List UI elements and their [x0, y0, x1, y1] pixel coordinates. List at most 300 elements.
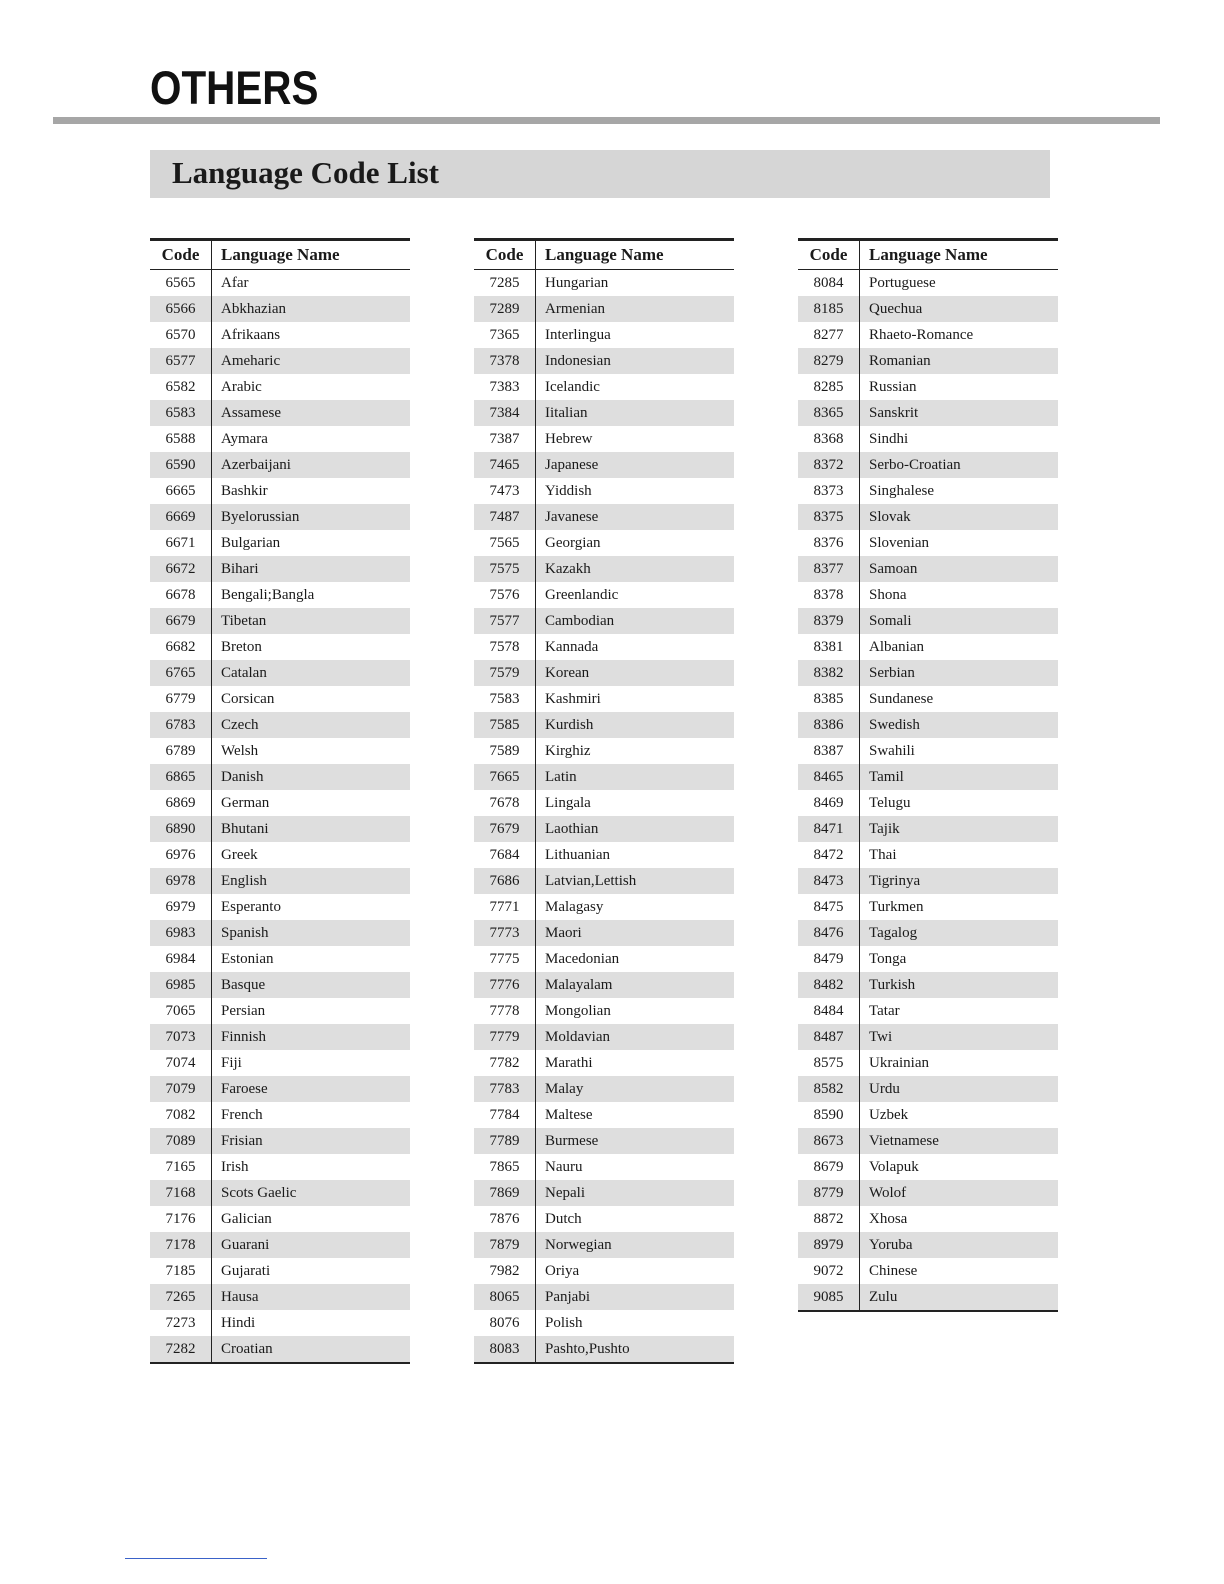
language-name-cell: Kirghiz	[545, 742, 591, 759]
table-row	[150, 1128, 410, 1154]
language-name-cell: Persian	[221, 1002, 266, 1019]
language-code-cell: 7678	[474, 790, 536, 816]
language-code-cell: 7784	[474, 1102, 536, 1128]
language-name-cell: Bengali;Bangla	[221, 586, 315, 603]
language-name-cell: Sundanese	[869, 690, 934, 707]
language-name-cell: Vietnamese	[860, 1128, 1059, 1154]
language-name-cell: Serbian	[860, 660, 1059, 686]
language-code-cell: 7775	[474, 946, 536, 972]
table-row	[150, 712, 410, 738]
language-code-cell: 7879	[474, 1232, 536, 1258]
language-name-cell: Welsh	[221, 742, 259, 759]
table-row	[474, 764, 734, 790]
language-name-cell: Russian	[869, 378, 917, 395]
table-row	[474, 712, 734, 738]
language-name-cell: Malagasy	[545, 898, 604, 915]
language-name-cell: Esperanto	[221, 898, 281, 915]
language-code-cell: 7778	[474, 998, 536, 1024]
language-name-cell: Swedish	[860, 712, 1059, 738]
language-name-cell: Kannada	[545, 638, 599, 655]
language-name-cell: Azerbaijani	[212, 452, 411, 478]
language-code-cell: 8277	[798, 322, 860, 348]
language-code-cell: 8076	[474, 1310, 536, 1336]
language-code-cell: 6577	[150, 348, 212, 374]
language-code-cell: 8377	[798, 556, 860, 582]
language-name-cell: Japanese	[536, 452, 735, 478]
table-row	[474, 920, 734, 946]
language-name-cell: Irish	[221, 1158, 249, 1175]
language-code-cell: 7365	[474, 322, 536, 348]
table-row	[798, 738, 1058, 764]
table-row	[474, 686, 734, 712]
language-code-cell: 7869	[474, 1180, 536, 1206]
table-row	[150, 1284, 410, 1310]
language-code-cell: 6590	[150, 452, 212, 478]
table-row	[150, 738, 410, 764]
language-code-cell: 8679	[798, 1154, 860, 1180]
language-code-cell: 7384	[474, 400, 536, 426]
language-name-cell: Interlingua	[545, 326, 611, 343]
language-name-cell: Arabic	[221, 378, 262, 395]
language-code-cell: 7789	[474, 1128, 536, 1154]
language-name-cell: Maltese	[545, 1106, 593, 1123]
language-name-cell: Rhaeto-Romance	[869, 326, 974, 343]
table-row	[150, 946, 410, 972]
language-code-cell: 7783	[474, 1076, 536, 1102]
language-name-cell: Bulgarian	[221, 534, 281, 551]
table-row	[798, 946, 1058, 972]
language-name-cell: Singhalese	[869, 482, 934, 499]
table-row	[798, 1206, 1058, 1232]
language-code-cell: 7686	[474, 868, 536, 894]
language-code-cell: 7065	[150, 998, 212, 1024]
language-code-cell: 6984	[150, 946, 212, 972]
table-row	[798, 686, 1058, 712]
column-header-language-name: Language Name	[536, 240, 735, 270]
language-name-cell: English	[212, 868, 411, 894]
table-row	[798, 1258, 1058, 1284]
table-row	[474, 1310, 734, 1336]
language-code-cell: 6583	[150, 400, 212, 426]
table-row	[150, 1258, 410, 1284]
table-row	[798, 556, 1058, 582]
language-code-cell: 8475	[798, 894, 860, 920]
language-name-cell: Gujarati	[221, 1262, 271, 1279]
language-name-cell: Hindi	[221, 1314, 256, 1331]
language-code-cell: 7487	[474, 504, 536, 530]
table-row	[150, 530, 410, 556]
language-code-cell: 7876	[474, 1206, 536, 1232]
table-row	[798, 348, 1058, 374]
language-code-cell: 6671	[150, 530, 212, 556]
table-row	[798, 296, 1058, 322]
table-row	[798, 712, 1058, 738]
language-code-cell: 6789	[150, 738, 212, 764]
table-row	[474, 1102, 734, 1128]
language-code-cell: 6783	[150, 712, 212, 738]
language-code-cell: 6582	[150, 374, 212, 400]
language-name-cell: Yoruba	[860, 1232, 1059, 1258]
language-name-cell: Burmese	[536, 1128, 735, 1154]
table-row	[150, 816, 410, 842]
language-name-cell: Samoan	[860, 556, 1059, 582]
language-name-cell: Panjabi	[536, 1284, 735, 1310]
language-name-cell: Mongolian	[545, 1002, 611, 1019]
language-name-cell: Czech	[212, 712, 411, 738]
language-name-cell: Laothian	[536, 816, 735, 842]
language-name-cell: Faroese	[212, 1076, 411, 1102]
table-row	[474, 790, 734, 816]
language-name-cell: Tonga	[869, 950, 907, 967]
language-name-cell: Korean	[536, 660, 735, 686]
table-row	[150, 894, 410, 920]
language-name-cell: Volapuk	[869, 1158, 919, 1175]
table-row	[798, 504, 1058, 530]
language-name-cell: Guarani	[212, 1232, 411, 1258]
table-row	[474, 1076, 734, 1102]
table-row	[798, 530, 1058, 556]
language-name-cell: Afrikaans	[221, 326, 281, 343]
language-code-cell: 8381	[798, 634, 860, 660]
language-code-cell: 8382	[798, 660, 860, 686]
table-row	[150, 348, 410, 374]
table-row	[474, 1336, 734, 1363]
language-name-cell: Zulu	[860, 1284, 1059, 1311]
language-name-cell: Tagalog	[860, 920, 1059, 946]
table-row	[798, 764, 1058, 790]
language-code-cell: 7074	[150, 1050, 212, 1076]
language-code-cell: 8476	[798, 920, 860, 946]
language-name-cell: Georgian	[545, 534, 601, 551]
language-code-cell: 8582	[798, 1076, 860, 1102]
language-code-cell: 8471	[798, 816, 860, 842]
table-row	[798, 868, 1058, 894]
table-row	[798, 894, 1058, 920]
language-code-cell: 8065	[474, 1284, 536, 1310]
language-name-cell: German	[221, 794, 270, 811]
language-name-cell: Moldavian	[536, 1024, 735, 1050]
table-header-row	[474, 240, 734, 270]
language-name-cell: Twi	[860, 1024, 1059, 1050]
language-code-cell: 6682	[150, 634, 212, 660]
language-code-cell: 6779	[150, 686, 212, 712]
language-code-cell: 7583	[474, 686, 536, 712]
language-code-cell: 8279	[798, 348, 860, 374]
language-name-cell: Quechua	[860, 296, 1059, 322]
language-name-cell: Ameharic	[212, 348, 411, 374]
language-code-cell: 8375	[798, 504, 860, 530]
table-row	[798, 816, 1058, 842]
language-code-cell: 6588	[150, 426, 212, 452]
language-name-cell: Slovak	[860, 504, 1059, 530]
language-code-cell: 8473	[798, 868, 860, 894]
table-row	[150, 1232, 410, 1258]
table-row	[474, 530, 734, 556]
language-name-cell: Bashkir	[221, 482, 268, 499]
language-code-cell: 7585	[474, 712, 536, 738]
table-row	[798, 972, 1058, 998]
language-code-cell: 6978	[150, 868, 212, 894]
language-code-cell: 7865	[474, 1154, 536, 1180]
table-row	[150, 608, 410, 634]
language-code-cell: 8472	[798, 842, 860, 868]
table-row	[474, 270, 734, 297]
language-code-cell: 9085	[798, 1284, 860, 1311]
table-row	[474, 1050, 734, 1076]
language-code-cell: 7679	[474, 816, 536, 842]
column-header-code: Code	[798, 240, 860, 270]
language-code-cell: 7779	[474, 1024, 536, 1050]
language-code-cell: 7579	[474, 660, 536, 686]
title-bar	[150, 150, 1050, 198]
table-row	[474, 946, 734, 972]
table-row	[150, 1102, 410, 1128]
table-row	[474, 1128, 734, 1154]
language-code-cell: 8376	[798, 530, 860, 556]
table-row	[474, 504, 734, 530]
table-row	[474, 452, 734, 478]
language-code-cell: 6979	[150, 894, 212, 920]
language-name-cell: Danish	[212, 764, 411, 790]
table-row	[474, 348, 734, 374]
table-row	[150, 1336, 410, 1363]
column-header-language-name: Language Name	[212, 240, 411, 270]
table-row	[474, 296, 734, 322]
language-name-cell: Javanese	[536, 504, 735, 530]
table-row	[150, 1050, 410, 1076]
table-row	[150, 920, 410, 946]
table-row	[150, 426, 410, 452]
table-row	[150, 1180, 410, 1206]
language-code-cell: 7383	[474, 374, 536, 400]
language-code-cell: 7387	[474, 426, 536, 452]
language-code-cell: 7565	[474, 530, 536, 556]
language-name-cell: Croatian	[212, 1336, 411, 1363]
table-row	[150, 764, 410, 790]
language-name-cell: Cambodian	[536, 608, 735, 634]
table-row	[150, 790, 410, 816]
table-row	[474, 972, 734, 998]
language-name-cell: Kashmiri	[545, 690, 601, 707]
language-code-cell: 8084	[798, 270, 860, 297]
table-row	[150, 400, 410, 426]
language-code-cell: 6869	[150, 790, 212, 816]
table-row	[474, 660, 734, 686]
table-row	[150, 868, 410, 894]
table-row	[798, 1024, 1058, 1050]
language-code-cell: 7073	[150, 1024, 212, 1050]
language-code-cell: 8372	[798, 452, 860, 478]
table-row	[798, 920, 1058, 946]
table-row	[150, 374, 410, 400]
language-code-cell: 8479	[798, 946, 860, 972]
language-name-cell: Hebrew	[545, 430, 593, 447]
table-row	[798, 426, 1058, 452]
language-code-cell: 8465	[798, 764, 860, 790]
language-name-cell: Slovenian	[869, 534, 929, 551]
language-code-cell: 8575	[798, 1050, 860, 1076]
language-name-cell: Nepali	[536, 1180, 735, 1206]
language-code-cell: 7285	[474, 270, 536, 297]
language-code-cell: 6890	[150, 816, 212, 842]
table-row	[474, 374, 734, 400]
table-row	[474, 738, 734, 764]
language-name-cell: Kurdish	[536, 712, 735, 738]
language-name-cell: Frisian	[212, 1128, 411, 1154]
language-name-cell: Greek	[221, 846, 258, 863]
language-code-cell: 7176	[150, 1206, 212, 1232]
language-name-cell: Hungarian	[545, 274, 609, 291]
language-name-cell: Romanian	[860, 348, 1059, 374]
language-code-cell: 9072	[798, 1258, 860, 1284]
language-code-cell: 7577	[474, 608, 536, 634]
language-name-cell: Afar	[221, 274, 249, 291]
language-name-cell: Thai	[869, 846, 897, 863]
table-row	[150, 998, 410, 1024]
table-row	[798, 790, 1058, 816]
language-name-cell: Catalan	[212, 660, 411, 686]
table-row	[474, 426, 734, 452]
language-name-cell: Bhutani	[212, 816, 411, 842]
language-code-cell: 8979	[798, 1232, 860, 1258]
table-row	[798, 608, 1058, 634]
table-row	[150, 634, 410, 660]
table-row	[798, 998, 1058, 1024]
language-code-cell: 6865	[150, 764, 212, 790]
language-name-cell: Tajik	[860, 816, 1059, 842]
language-code-cell: 6665	[150, 478, 212, 504]
table-row	[150, 504, 410, 530]
table-row	[798, 1050, 1058, 1076]
language-name-cell: Polish	[545, 1314, 583, 1331]
language-name-cell: Tibetan	[212, 608, 411, 634]
language-code-cell: 7589	[474, 738, 536, 764]
language-name-cell: Nauru	[545, 1158, 583, 1175]
language-code-cell: 8083	[474, 1336, 536, 1363]
language-code-cell: 8378	[798, 582, 860, 608]
language-code-cell: 8379	[798, 608, 860, 634]
table-row	[474, 1024, 734, 1050]
language-code-table-1	[150, 238, 410, 1364]
language-name-cell: Macedonian	[545, 950, 620, 967]
table-row	[150, 842, 410, 868]
language-code-cell: 6985	[150, 972, 212, 998]
language-name-cell: Lithuanian	[545, 846, 610, 863]
language-code-cell: 8285	[798, 374, 860, 400]
table-row	[150, 1024, 410, 1050]
table-row	[798, 452, 1058, 478]
column-header-code: Code	[150, 240, 212, 270]
language-code-cell: 7265	[150, 1284, 212, 1310]
language-name-cell: Aymara	[221, 430, 268, 447]
language-code-cell: 8373	[798, 478, 860, 504]
table-row	[474, 1258, 734, 1284]
table-row	[474, 1284, 734, 1310]
table-row	[798, 1076, 1058, 1102]
language-code-cell: 7773	[474, 920, 536, 946]
language-name-cell: Norwegian	[536, 1232, 735, 1258]
language-name-cell: Wolof	[860, 1180, 1059, 1206]
language-code-cell: 7465	[474, 452, 536, 478]
language-name-cell: Ukrainian	[869, 1054, 929, 1071]
language-code-cell: 7289	[474, 296, 536, 322]
language-code-table-3	[798, 238, 1058, 1312]
language-name-cell: Estonian	[221, 950, 274, 967]
language-code-cell: 7378	[474, 348, 536, 374]
language-name-cell: Greenlandic	[545, 586, 619, 603]
language-name-cell: Breton	[221, 638, 262, 655]
table-row	[150, 1076, 410, 1102]
language-code-cell: 7089	[150, 1128, 212, 1154]
language-code-cell: 7082	[150, 1102, 212, 1128]
table-row	[474, 322, 734, 348]
table-row	[474, 400, 734, 426]
table-row	[150, 1154, 410, 1180]
table-row	[474, 1180, 734, 1206]
language-code-cell: 7178	[150, 1232, 212, 1258]
language-code-cell: 7776	[474, 972, 536, 998]
table-row	[150, 1310, 410, 1336]
language-code-cell: 7282	[150, 1336, 212, 1363]
table-row	[474, 1232, 734, 1258]
table-row	[150, 1206, 410, 1232]
page-title: Language Code List	[172, 155, 439, 190]
language-name-cell: Urdu	[860, 1076, 1059, 1102]
language-code-cell: 7168	[150, 1180, 212, 1206]
language-name-cell: Serbo-Croatian	[860, 452, 1059, 478]
language-name-cell: Turkmen	[869, 898, 924, 915]
language-name-cell: Yiddish	[545, 482, 592, 499]
language-name-cell: Tamil	[860, 764, 1059, 790]
table-row	[150, 972, 410, 998]
language-code-cell: 8482	[798, 972, 860, 998]
language-name-cell: Lingala	[545, 794, 591, 811]
table-header-row	[150, 240, 410, 270]
table-row	[798, 1154, 1058, 1180]
language-code-cell: 7982	[474, 1258, 536, 1284]
language-code-cell: 8365	[798, 400, 860, 426]
table-row	[150, 452, 410, 478]
table-row	[798, 322, 1058, 348]
language-name-cell: Scots Gaelic	[212, 1180, 411, 1206]
language-name-cell: Xhosa	[869, 1210, 908, 1227]
language-name-cell: Uzbek	[869, 1106, 909, 1123]
language-name-cell: Albanian	[869, 638, 924, 655]
table-row	[150, 322, 410, 348]
language-name-cell: Swahili	[869, 742, 915, 759]
language-name-cell: Somali	[860, 608, 1059, 634]
table-row	[798, 270, 1058, 297]
language-name-cell: Sanskrit	[860, 400, 1059, 426]
language-code-cell: 8487	[798, 1024, 860, 1050]
table-row	[798, 1102, 1058, 1128]
table-row	[474, 1206, 734, 1232]
table-row	[798, 842, 1058, 868]
table-row	[798, 1128, 1058, 1154]
language-name-cell: Portuguese	[869, 274, 936, 291]
footer-link-underline	[125, 1558, 267, 1559]
language-code-cell: 8872	[798, 1206, 860, 1232]
table-row	[798, 478, 1058, 504]
language-code-cell: 7165	[150, 1154, 212, 1180]
language-code-cell: 6570	[150, 322, 212, 348]
language-code-cell: 8484	[798, 998, 860, 1024]
language-name-cell: Marathi	[545, 1054, 593, 1071]
language-name-cell: Armenian	[536, 296, 735, 322]
language-name-cell: Chinese	[869, 1262, 918, 1279]
language-code-cell: 6765	[150, 660, 212, 686]
column-header-language-name: Language Name	[860, 240, 1059, 270]
